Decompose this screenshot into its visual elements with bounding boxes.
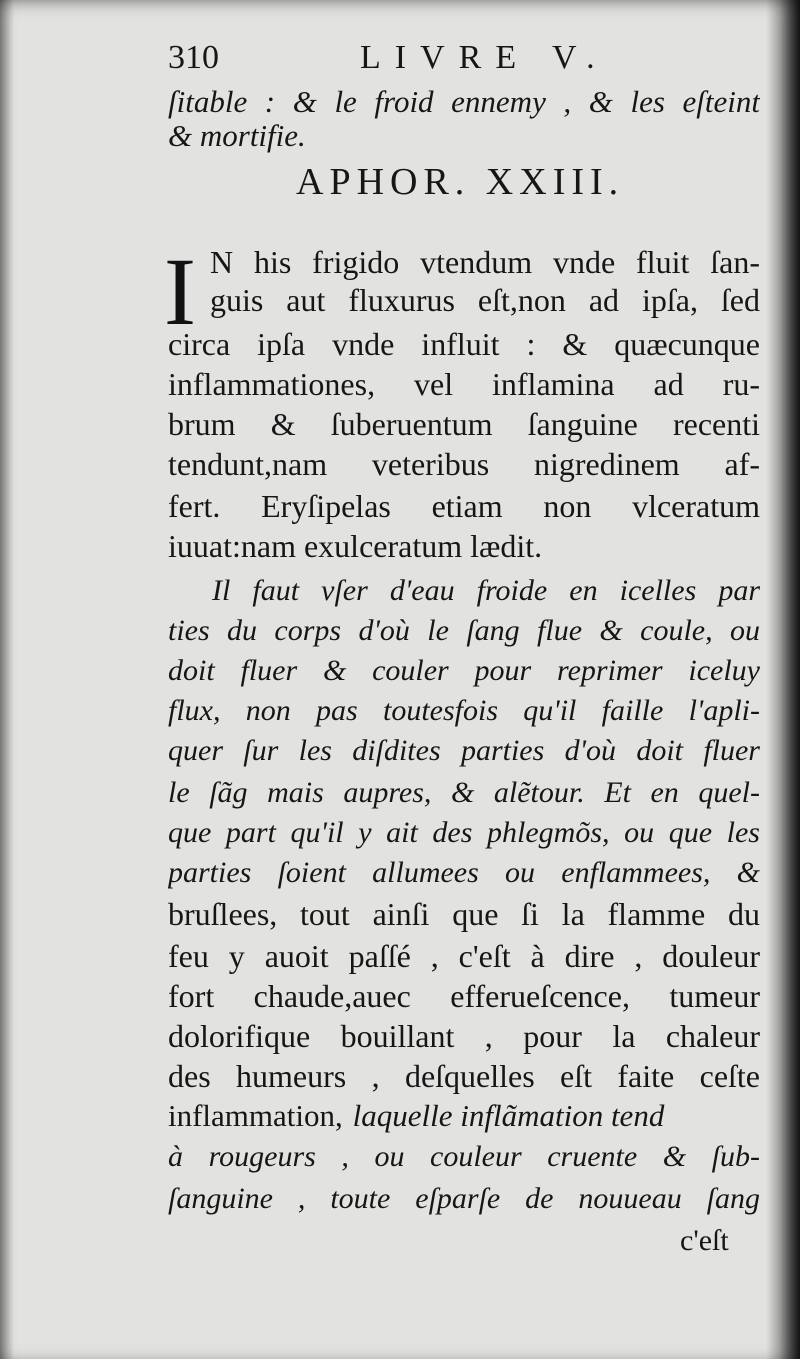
page-header xyxy=(168,34,760,82)
latin-line: N his frigido vtendum vnde fluit ſan- xyxy=(210,244,760,280)
drop-capital: I xyxy=(164,238,196,345)
text-line: ſitable : & le froid ennemy , & les eſteint xyxy=(168,84,760,119)
commentary-line: dolorifique bouillant , pour la chaleur xyxy=(168,1018,760,1054)
commentary-line: à rougeurs , ou couleur cruente & ſub- xyxy=(168,1140,760,1173)
latin-line: iuuat:nam exulceratum lædit. xyxy=(168,528,543,564)
commentary-line: parties ſoient allumees ou enflammees, & xyxy=(168,856,760,889)
aphorism-heading: APHOR. XXIII. xyxy=(296,161,625,203)
commentary-line: flux, non pas toutesfois qu'il faille l'apli- xyxy=(168,694,760,727)
commentary-line: Il faut vſer d'eau froide en icelles par xyxy=(212,574,760,607)
latin-line: fert. Eryſipelas etiam non vlceratum xyxy=(168,488,760,524)
latin-line: guis aut fluxurus eſt,non ad ipſa, ſed xyxy=(210,282,760,318)
commentary-line: ſanguine , toute eſparſe de nouueau ſang xyxy=(168,1182,760,1215)
latin-line: brum & ſuberuentum ſanguine recenti xyxy=(168,406,760,442)
latin-line: tendunt,nam veteribus nigredinem af- xyxy=(168,446,760,482)
commentary-line-mixed xyxy=(168,1098,760,1134)
italic-segment: laquelle inflãmation tend xyxy=(352,1098,665,1133)
page-number: 310 xyxy=(168,39,219,76)
latin-line: inflammationes, vel inflamina ad ru- xyxy=(168,366,760,402)
latin-line: circa ipſa vnde influit : & quæcunque xyxy=(168,326,760,362)
catchword: c'eſt xyxy=(680,1224,729,1257)
text-line: & mortifie. xyxy=(168,118,306,153)
commentary-line: feu y auoit paſſé , c'eſt à dire , douleur xyxy=(168,938,760,974)
commentary-line: des humeurs , deſquelles eſt faite ceſte xyxy=(168,1058,760,1094)
commentary-line: doit fluer & couler pour reprimer iceluy xyxy=(168,654,760,687)
commentary-line: que part qu'il y ait des phlegmõs, ou que les xyxy=(168,816,760,849)
commentary-line: bruſlees, tout ainſi que ſi la flamme du xyxy=(168,896,760,932)
commentary-line: ties du corps d'où le ſang flue & coule, ou xyxy=(168,614,760,647)
commentary-line: fort chaude,auec efferueſcence, tumeur xyxy=(168,978,760,1014)
roman-segment: inflammation, xyxy=(168,1098,343,1133)
commentary-line: quer ſur les diſdites parties d'où doit fluer xyxy=(168,734,760,767)
running-title: LIVRE V. xyxy=(360,39,609,76)
commentary-line: le ſãg mais aupres, & alẽtour. Et en quel- xyxy=(168,776,760,809)
